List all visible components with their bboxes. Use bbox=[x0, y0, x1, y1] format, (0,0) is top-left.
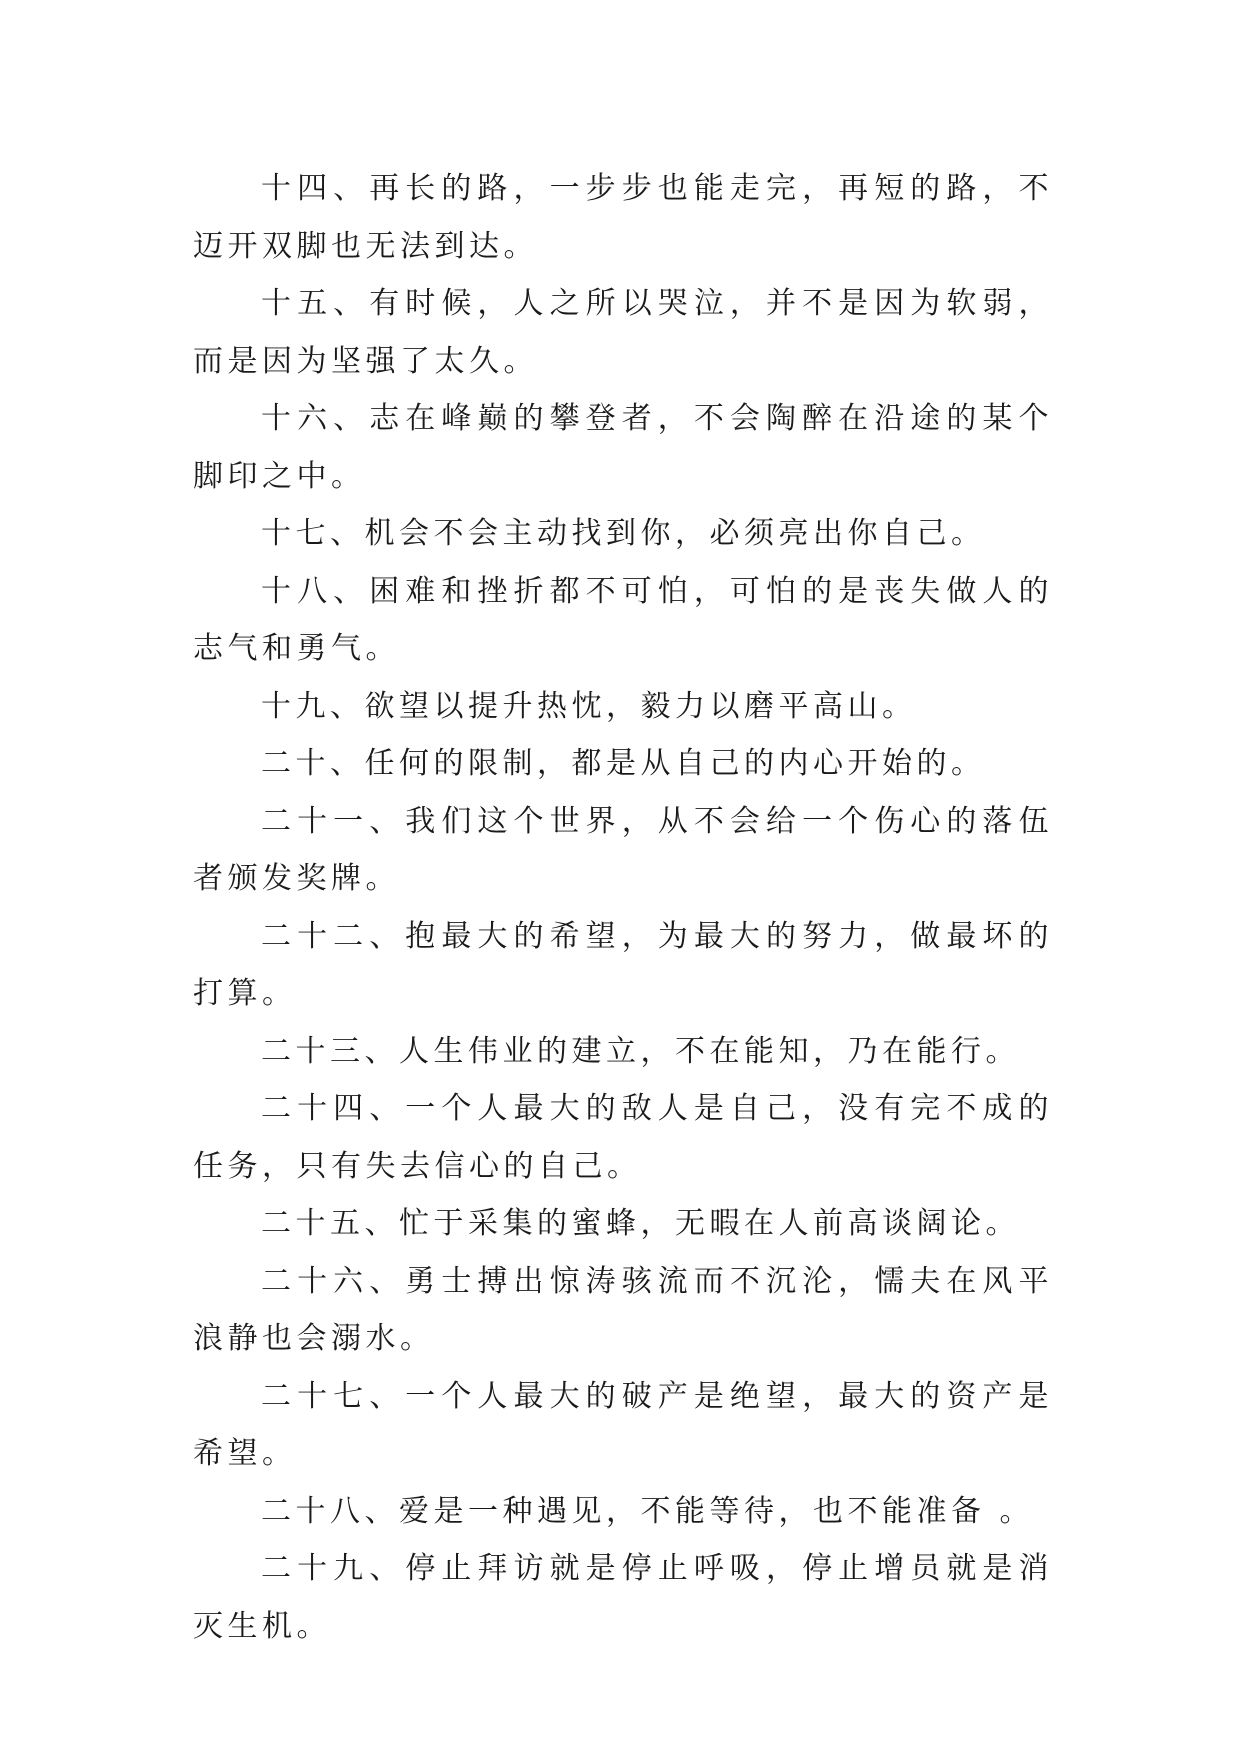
paragraph-14: 十四、再长的路，一步步也能走完，再短的路，不迈开双脚也无法到达。 bbox=[193, 171, 1053, 264]
paragraph-19: 十九、欲望以提升热忱，毅力以磨平高山。 bbox=[261, 688, 917, 724]
paragraph-29: 二十九、停止拜访就是停止呼吸，停止增员就是消灭生机。 bbox=[193, 1551, 1053, 1644]
paragraph-21: 二十一、我们这个世界，从不会给一个伤心的落伍者颁发奖牌。 bbox=[193, 803, 1053, 896]
paragraph-23: 二十三、人生伟业的建立，不在能知，乃在能行。 bbox=[261, 1033, 1020, 1069]
paragraph-25: 二十五、忙于采集的蜜蜂，无暇在人前高谈阔论。 bbox=[261, 1206, 1020, 1241]
paragraph-16: 十六、志在峰巅的攀登者，不会陶醉在沿途的某个脚印之中。 bbox=[193, 401, 1053, 494]
paragraph-26: 二十六、勇士搏出惊涛骇流而不沉沦，懦夫在风平浪静也会溺水。 bbox=[193, 1263, 1053, 1356]
paragraph-18: 十八、困难和挫折都不可怕，可怕的是丧失做人的志气和勇气。 bbox=[193, 573, 1053, 666]
paragraph-27: 二十七、一个人最大的破产是绝望，最大的资产是希望。 bbox=[193, 1378, 1053, 1471]
paragraph-17: 十七、机会不会主动找到你，必须亮出你自己。 bbox=[261, 516, 986, 551]
paragraph-28: 二十八、爱是一种遇见，不能等待，也不能准备 。 bbox=[261, 1493, 1035, 1529]
paragraph-22: 二十二、抱最大的希望，为最大的努力，做最坏的打算。 bbox=[193, 918, 1053, 1011]
paragraph-15: 十五、有时候，人之所以哭泣，并不是因为软弱，而是因为坚强了太久。 bbox=[193, 286, 1053, 379]
paragraph-24: 二十四、一个人最大的敌人是自己，没有完不成的任务，只有失去信心的自己。 bbox=[193, 1091, 1053, 1184]
paragraph-20: 二十、任何的限制，都是从自己的内心开始的。 bbox=[261, 746, 986, 781]
document-body bbox=[193, 160, 1053, 1655]
